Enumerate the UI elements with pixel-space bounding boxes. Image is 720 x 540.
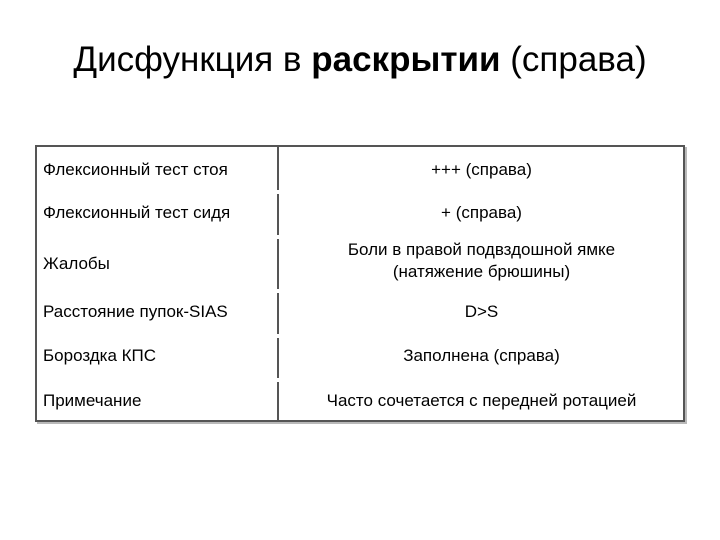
table-row bbox=[37, 291, 683, 336]
row-value: Боли в правой подвздошной ямке (натяжение брюшины) bbox=[347, 240, 616, 281]
row-value: +++ (справа) bbox=[431, 160, 532, 179]
table-row bbox=[37, 147, 683, 192]
table-row bbox=[37, 237, 683, 291]
table-row bbox=[37, 192, 683, 237]
row-value: + (справа) bbox=[441, 203, 522, 222]
row-label: Примечание bbox=[43, 391, 142, 410]
row-value: D>S bbox=[464, 302, 499, 321]
row-label: Расстояние пупок-SIAS bbox=[43, 302, 228, 321]
title-bold-word: раскрытии bbox=[311, 40, 501, 79]
row-label: Флексионный тест стоя bbox=[43, 160, 228, 179]
row-label: Бороздка КПС bbox=[43, 346, 157, 365]
row-value: Заполнена (справа) bbox=[403, 346, 560, 365]
title-prefix: Дисфункция в bbox=[73, 40, 312, 79]
row-value: Часто сочетается с передней ротацией bbox=[326, 391, 637, 410]
table-row bbox=[37, 336, 683, 380]
row-label: Флексионный тест сидя bbox=[43, 203, 231, 222]
title-suffix: (справа) bbox=[500, 40, 647, 79]
slide-title bbox=[0, 38, 720, 82]
table-row bbox=[37, 380, 683, 420]
row-label: Жалобы bbox=[43, 254, 110, 273]
